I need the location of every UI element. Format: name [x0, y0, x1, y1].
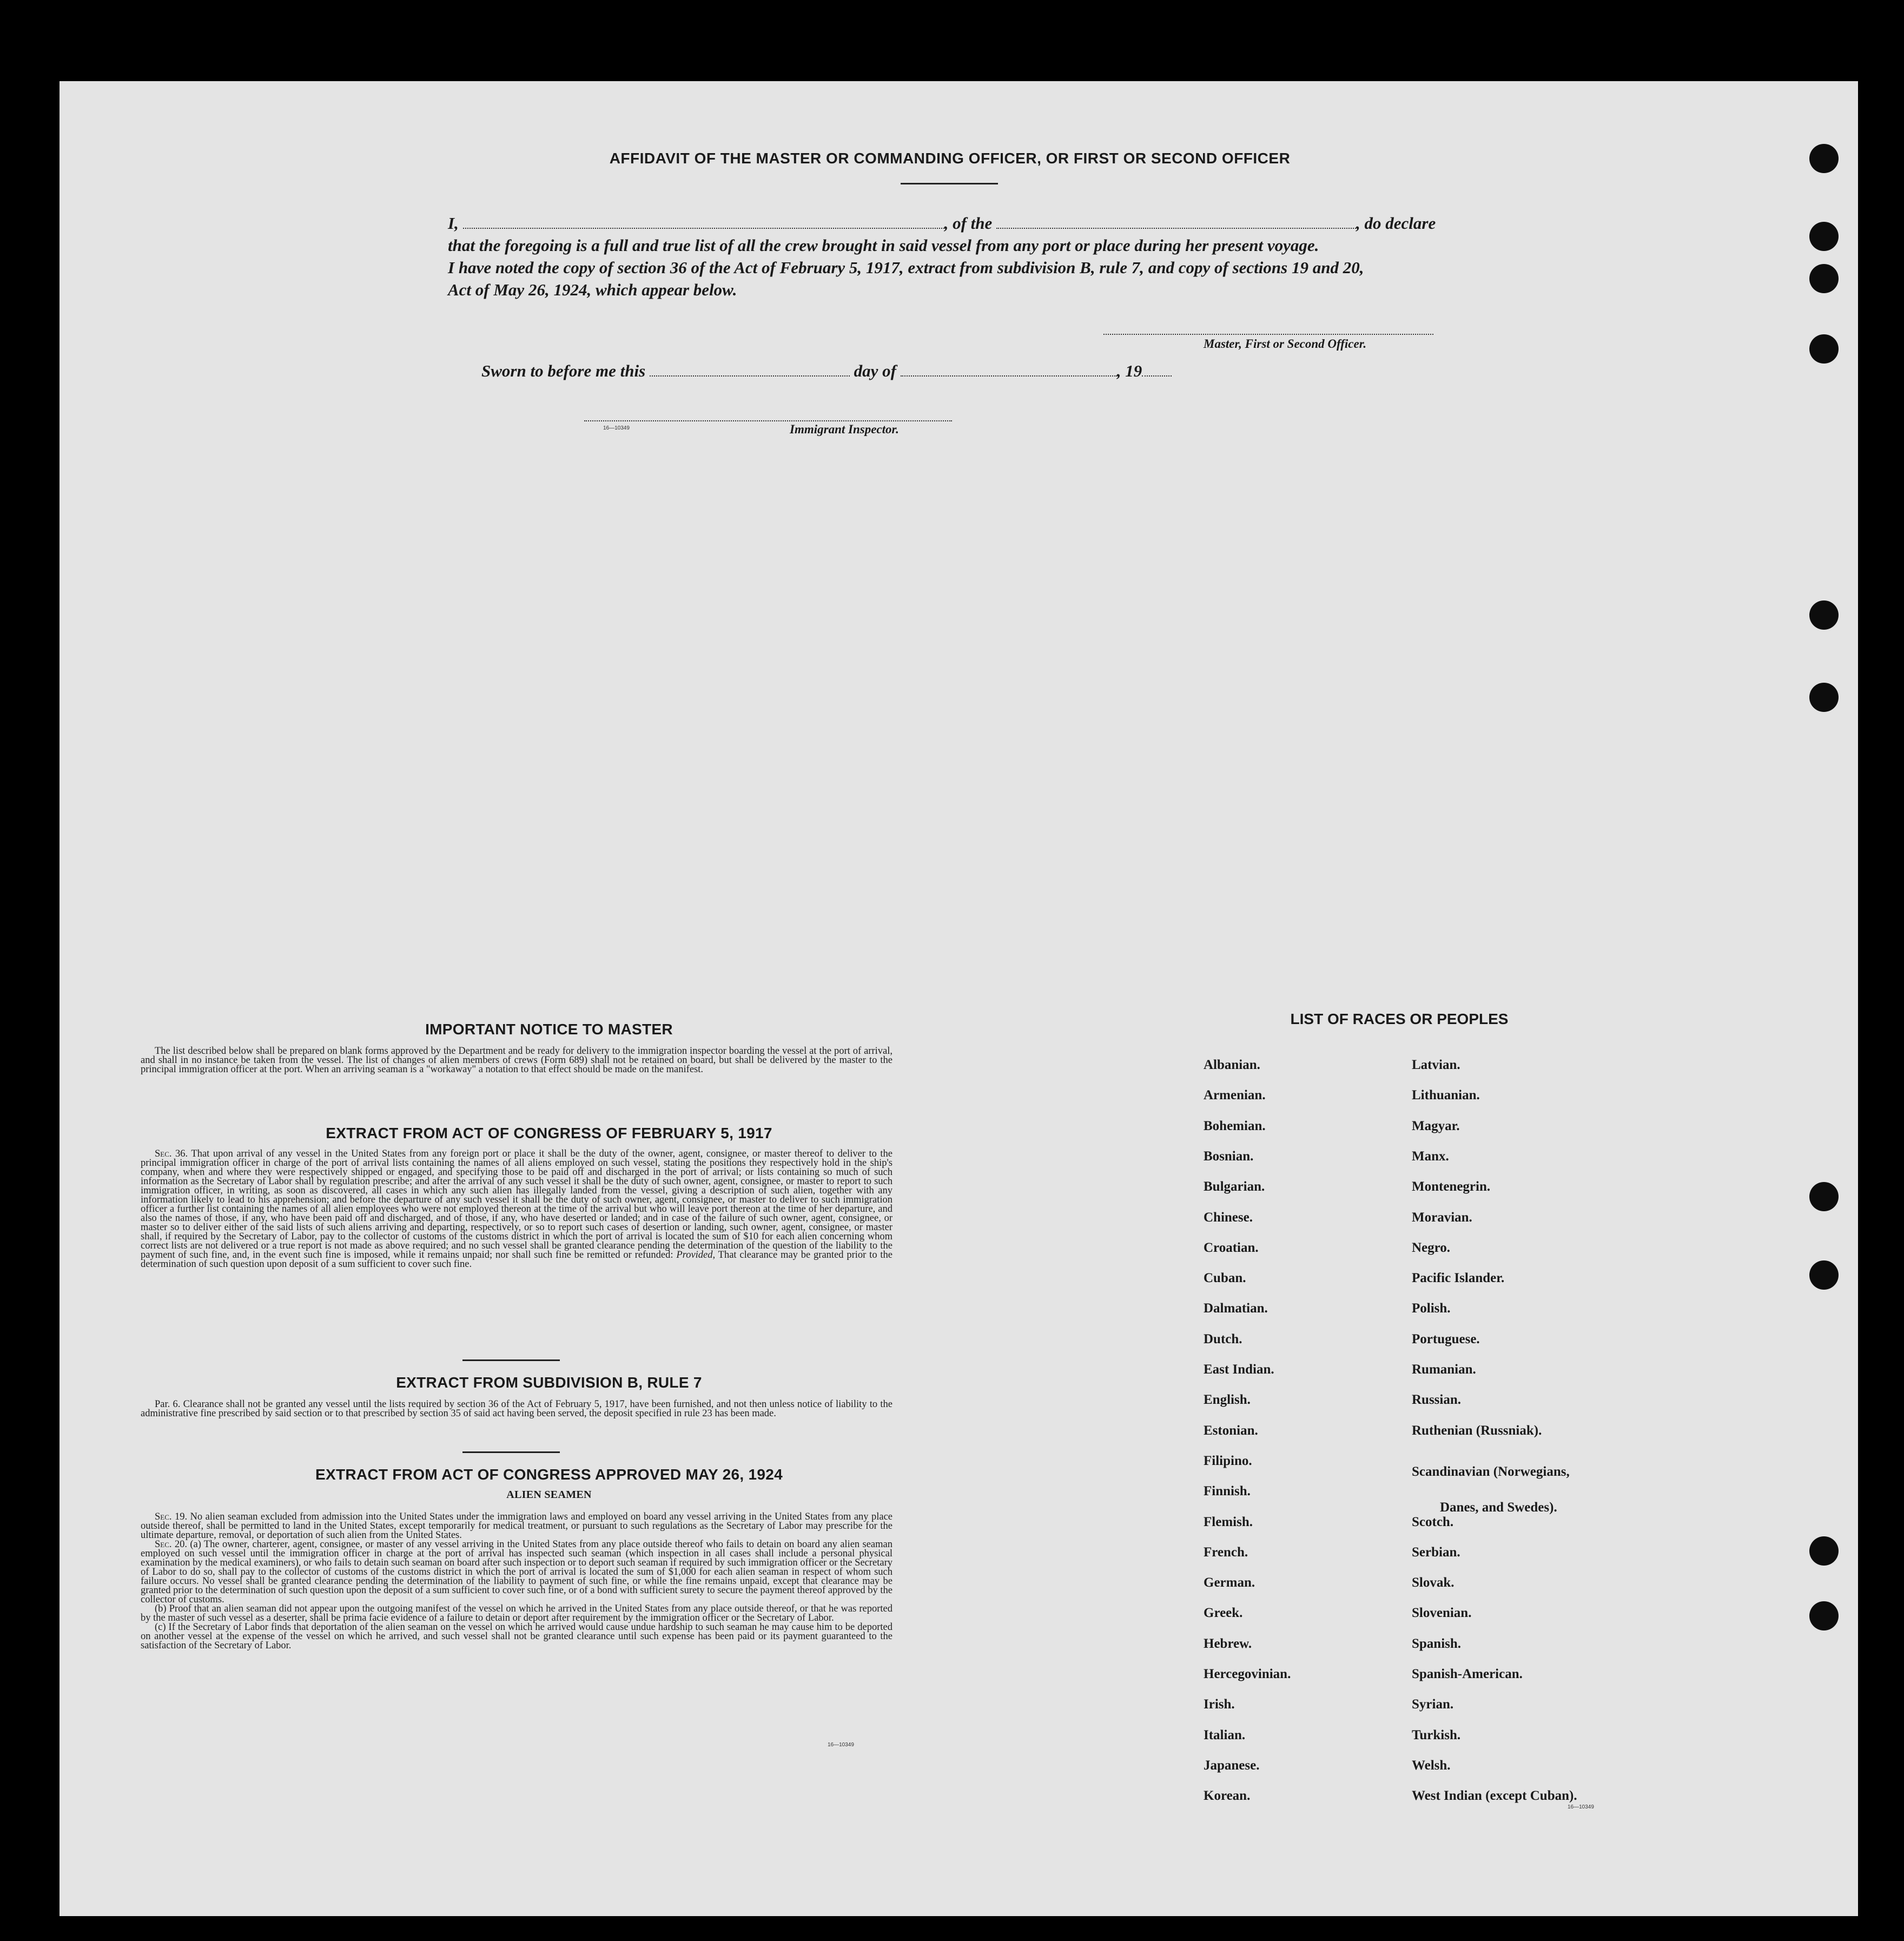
affidavit-line-2: that the foregoing is a full and true list of all the crew brought in said vessel from any port or place during her present voyage.	[448, 236, 1319, 255]
race-item: West Indian (except Cuban).	[1412, 1788, 1577, 1804]
sec-36-text-b: That clearance may be granted prior to the determination of such question upon deposit of a sum sufficient to cover such fine.	[141, 1250, 893, 1270]
sec-20-label: Sec. 20.	[155, 1539, 187, 1550]
race-item: Albanian.	[1204, 1058, 1260, 1072]
inspector-signature-line[interactable]	[584, 420, 952, 421]
binder-hole-icon	[1809, 600, 1839, 630]
sec-20a-text: (a) The owner, charterer, agent, consignee, or master of any vessel arriving in the United States from any place outside thereof who fails to detain on board any alien seaman employed on such vessel until the immigration officer in charge at the port of arrival has inspected such seaman (which inspection in all cases shall include a personal physical examination by the medical examiners), or who fails to detain such seaman on board after such inspection or to deport such seaman if required by such immigration officer or the Secretary of Labor to do so, shall pay to the collector of customs of the customs district in which the port of arrival is located the sum of $1,000 for each alien seaman in respect of whom such failure occurs. No vessel shall be granted clearance pending the determination of the liability to payment of such fine, or while the fine remains unpaid, except that clearance may be granted prior to the determination of such question upon the deposit of a sum sufficient to cover such fine, or of a bond with sufficient surety to secure the payment thereof approved by the collector of customs.	[141, 1539, 892, 1605]
binder-hole-icon	[1809, 222, 1839, 251]
race-item: Chinese.	[1204, 1210, 1253, 1225]
race-item: Irish.	[1204, 1697, 1235, 1712]
race-item: Filipino.	[1204, 1453, 1252, 1468]
race-item: Scotch.	[1412, 1514, 1454, 1529]
notice-text	[141, 1047, 892, 1074]
race-item: Danes, and Swedes).	[1440, 1500, 1557, 1515]
race-item: English.	[1204, 1392, 1251, 1408]
alien-seamen-subtitle: ALIEN SEAMEN	[506, 1489, 592, 1501]
race-item: Bohemian.	[1204, 1118, 1266, 1133]
race-item: East Indian.	[1204, 1362, 1274, 1377]
rule-divider-1	[462, 1359, 560, 1361]
affidavit-title: AFFIDAVIT OF THE MASTER OR COMMANDING OFFICER, OR FIRST OR SECOND OFFICER	[609, 150, 1291, 167]
race-item: German.	[1204, 1575, 1255, 1590]
binder-hole-icon	[1809, 1182, 1839, 1211]
race-item: Greek.	[1204, 1606, 1243, 1621]
race-item: Dalmatian.	[1204, 1301, 1268, 1316]
races-title: LIST OF RACES OR PEOPLES	[1290, 1011, 1509, 1027]
extract-1917-title: EXTRACT FROM ACT OF CONGRESS OF FEBRUARY 5, 1917	[326, 1125, 772, 1141]
sec-19-text: No alien seaman excluded from admission into the United States under the immigration laws and employed on board any vessel arriving in the United States from any place outside thereof, shall be permitted to land in the United States, except temporarily for medical treatment, or pursuant to such regulations as the Secretary of Labor may prescribe for the ultimate departure, removal, or deportation of such alien from the United States.	[141, 1511, 892, 1541]
race-item: Flemish.	[1204, 1514, 1253, 1529]
race-item: Moravian.	[1412, 1210, 1472, 1225]
vessel-name-field[interactable]	[996, 228, 1356, 229]
race-item: Syrian.	[1412, 1697, 1454, 1712]
affidavit-line-4: Act of May 26, 1924, which appear below.	[448, 280, 737, 299]
year-label: , 19	[1116, 361, 1142, 380]
affidavit-line-1	[448, 214, 1436, 233]
race-item: Magyar.	[1412, 1118, 1460, 1133]
day-of-label: day of	[854, 361, 896, 380]
sworn-year-field[interactable]	[1142, 375, 1172, 377]
notice-paragraph: The list described below shall be prepared on blank forms approved by the Department and be ready for delivery to the immigration inspector boarding the vessel at the port of arrival, and shall in no instance be taken from the vessel. The list of changes of alien members of crews (Form 689) shall not be retained on board, but shall be delivered by the master to the principal immigration officer at the port. When an arriving seaman is a "workaway" a notation to that effect should be made on the manifest.	[141, 1046, 892, 1075]
rule-7-paragraph: Par. 6. Clearance shall not be granted any vessel until the lists required by section 36 of the Act of February 5, 1917, have been furnished, and not then unless notice of liability to the administrative fine prescribed by said section or to that prescribed by section 35 of said act having been served, the deposit specified in rule 23 has been made.	[141, 1399, 892, 1419]
race-item: Portuguese.	[1412, 1331, 1480, 1346]
race-item: Spanish-American.	[1412, 1667, 1523, 1681]
sec-36-label: Sec. 36.	[155, 1148, 188, 1159]
sworn-label: Sworn to before me this	[481, 361, 646, 380]
binder-hole-icon	[1809, 683, 1839, 712]
race-item: Armenian.	[1204, 1088, 1266, 1103]
race-item: Bosnian.	[1204, 1148, 1254, 1164]
declare-label: , do declare	[1356, 214, 1436, 233]
race-item: Japanese.	[1204, 1758, 1260, 1773]
race-item: Turkish.	[1412, 1727, 1461, 1742]
rule-7-title: EXTRACT FROM SUBDIVISION B, RULE 7	[396, 1374, 702, 1391]
race-item: French.	[1204, 1544, 1248, 1560]
race-item: Montenegrin.	[1412, 1179, 1491, 1194]
sec-19-paragraph	[141, 1513, 892, 1540]
race-item: Italian.	[1204, 1727, 1246, 1742]
race-item: Russian.	[1412, 1392, 1462, 1408]
race-item: Serbian.	[1412, 1544, 1460, 1560]
affidavit-line-3: I have noted the copy of section 36 of the Act of February 5, 1917, extract from subdivision B, rule 7, and copy of sections 19 and 20,	[448, 258, 1364, 277]
sec-19-label: Sec. 19.	[155, 1511, 188, 1522]
extract-1924-title: EXTRACT FROM ACT OF CONGRESS APPROVED MAY 26, 1924	[315, 1466, 783, 1483]
sworn-day-field[interactable]	[650, 375, 850, 377]
declarant-prefix: I,	[448, 214, 459, 233]
form-number-top: 16—10349	[603, 425, 630, 431]
race-item: Korean.	[1204, 1788, 1251, 1804]
sworn-line	[481, 361, 1172, 381]
race-item: Negro.	[1412, 1240, 1451, 1255]
binder-hole-icon	[1809, 1260, 1839, 1290]
binder-hole-icon	[1809, 1536, 1839, 1566]
form-number-bottom-left: 16—10349	[828, 1742, 854, 1748]
race-item: Cuban.	[1204, 1271, 1246, 1286]
race-item: Polish.	[1412, 1301, 1451, 1316]
race-item: Lithuanian.	[1412, 1088, 1480, 1103]
sec-36-text-a: That upon arrival of any vessel in the United States from any foreign port or place it shall be the duty of the owner, agent, consignee, or master thereof to deliver to the principal immigration officer in charge of the port of arrival lists containing the names of all aliens employed on such vessel, stating the positions they respectively hold in the ship's company, when and where they were respectively shipped or engaged, and specifying those to be paid off and discharged in the port of arrival; or lists containing so much of such information as the Secretary of Labor shall by regulation prescribe; and after the arrival of any such vessel it shall be the duty of such owner, agent, consignee, or master to report to such immigration officer, in writing, as soon as discovered, all cases in which any such alien has illegally landed from the vessel, giving a description of such alien, together with any information likely to lead to his apprehension; and before the departure of any such vessel it shall be the duty of such owner, agent, consignee, or master to deliver to such immigration officer a further list containing the names of all alien employees who were not employed thereon at the time of the arrival but who will leave port thereon at the time of her departure, and also the names of those, if any, who have been paid off and discharged, and of those, if any, who have deserted or landed; and in case of the failure of such owner, agent, consignee, or master so to deliver either of the said lists of such aliens arriving and departing, respectively, or so to report such cases of desertion or landing, such owner, agent, consignee, or master shall, if required by the Secretary of Labor, pay to the collector of customs of the customs district in which the port of arrival is located the sum of $10 for each alien concerning whom correct lists are not delivered or a true report is not made as above required; and no such vessel shall be granted clearance pending the determination of the question of the liability to the payment of such fine, and, in the event such fine is imposed, while it remains unpaid; nor shall such fine be remitted or refunded:	[141, 1148, 893, 1260]
race-item: Bulgarian.	[1204, 1179, 1265, 1194]
race-item: Croatian.	[1204, 1240, 1259, 1255]
race-item: Rumanian.	[1412, 1362, 1476, 1377]
race-item: Slovak.	[1412, 1575, 1455, 1590]
declarant-name-field[interactable]	[463, 228, 944, 229]
binder-hole-icon	[1809, 144, 1839, 173]
binder-hole-icon	[1809, 334, 1839, 364]
notice-title: IMPORTANT NOTICE TO MASTER	[425, 1021, 673, 1038]
race-item: Scandinavian (Norwegians,	[1412, 1464, 1570, 1479]
extract-1917-text	[141, 1150, 892, 1269]
form-number-bottom-right: 16—10349	[1568, 1804, 1594, 1810]
rule-7-text	[141, 1400, 892, 1418]
race-item: Spanish.	[1412, 1636, 1462, 1651]
race-item: Ruthenian (Russniak).	[1412, 1423, 1542, 1438]
sec-20a-paragraph	[141, 1540, 892, 1605]
sworn-month-field[interactable]	[901, 375, 1117, 377]
race-item: Hercegovinian.	[1204, 1667, 1291, 1681]
race-item: Estonian.	[1204, 1423, 1258, 1438]
binder-hole-icon	[1809, 264, 1839, 293]
title-rule	[901, 183, 998, 184]
master-signature-line[interactable]	[1103, 334, 1433, 335]
inspector-label: Immigrant Inspector.	[790, 422, 899, 436]
rule-divider-2	[462, 1451, 560, 1453]
race-item: Manx.	[1412, 1148, 1449, 1164]
of-the-label: , of the	[944, 214, 993, 233]
extract-1924-text	[141, 1513, 892, 1650]
sec-20b-paragraph: (b) Proof that an alien seaman did not appear upon the outgoing manifest of the vessel on which he arrived in the United States from any place outside thereof, or that he was reported by the master of such vessel as a deserter, shall be prima facie evidence of a failure to detain or deport after requirement by the immigration officer or the Secretary of Labor.	[141, 1603, 892, 1623]
race-item: Slovenian.	[1412, 1606, 1472, 1621]
binder-hole-icon	[1809, 1601, 1839, 1630]
race-item: Latvian.	[1412, 1058, 1460, 1072]
race-item: Finnish.	[1204, 1484, 1251, 1499]
provided-label: Provided,	[676, 1250, 716, 1260]
race-item: Welsh.	[1412, 1758, 1451, 1773]
race-item: Dutch.	[1204, 1331, 1242, 1346]
race-item: Hebrew.	[1204, 1636, 1252, 1651]
sec-20c-paragraph: (c) If the Secretary of Labor finds that deportation of the alien seaman on the vessel on which he arrived would cause undue hardship to such seaman he may cause him to be deported on another vessel at the expense of the vessel on which he arrived, and such vessel shall not be granted clearance until such expense has been paid or its payment guaranteed to the satisfaction of the Secretary of Labor.	[141, 1622, 892, 1651]
race-item: Pacific Islander.	[1412, 1271, 1505, 1286]
master-label: Master, First or Second Officer.	[1204, 337, 1367, 351]
